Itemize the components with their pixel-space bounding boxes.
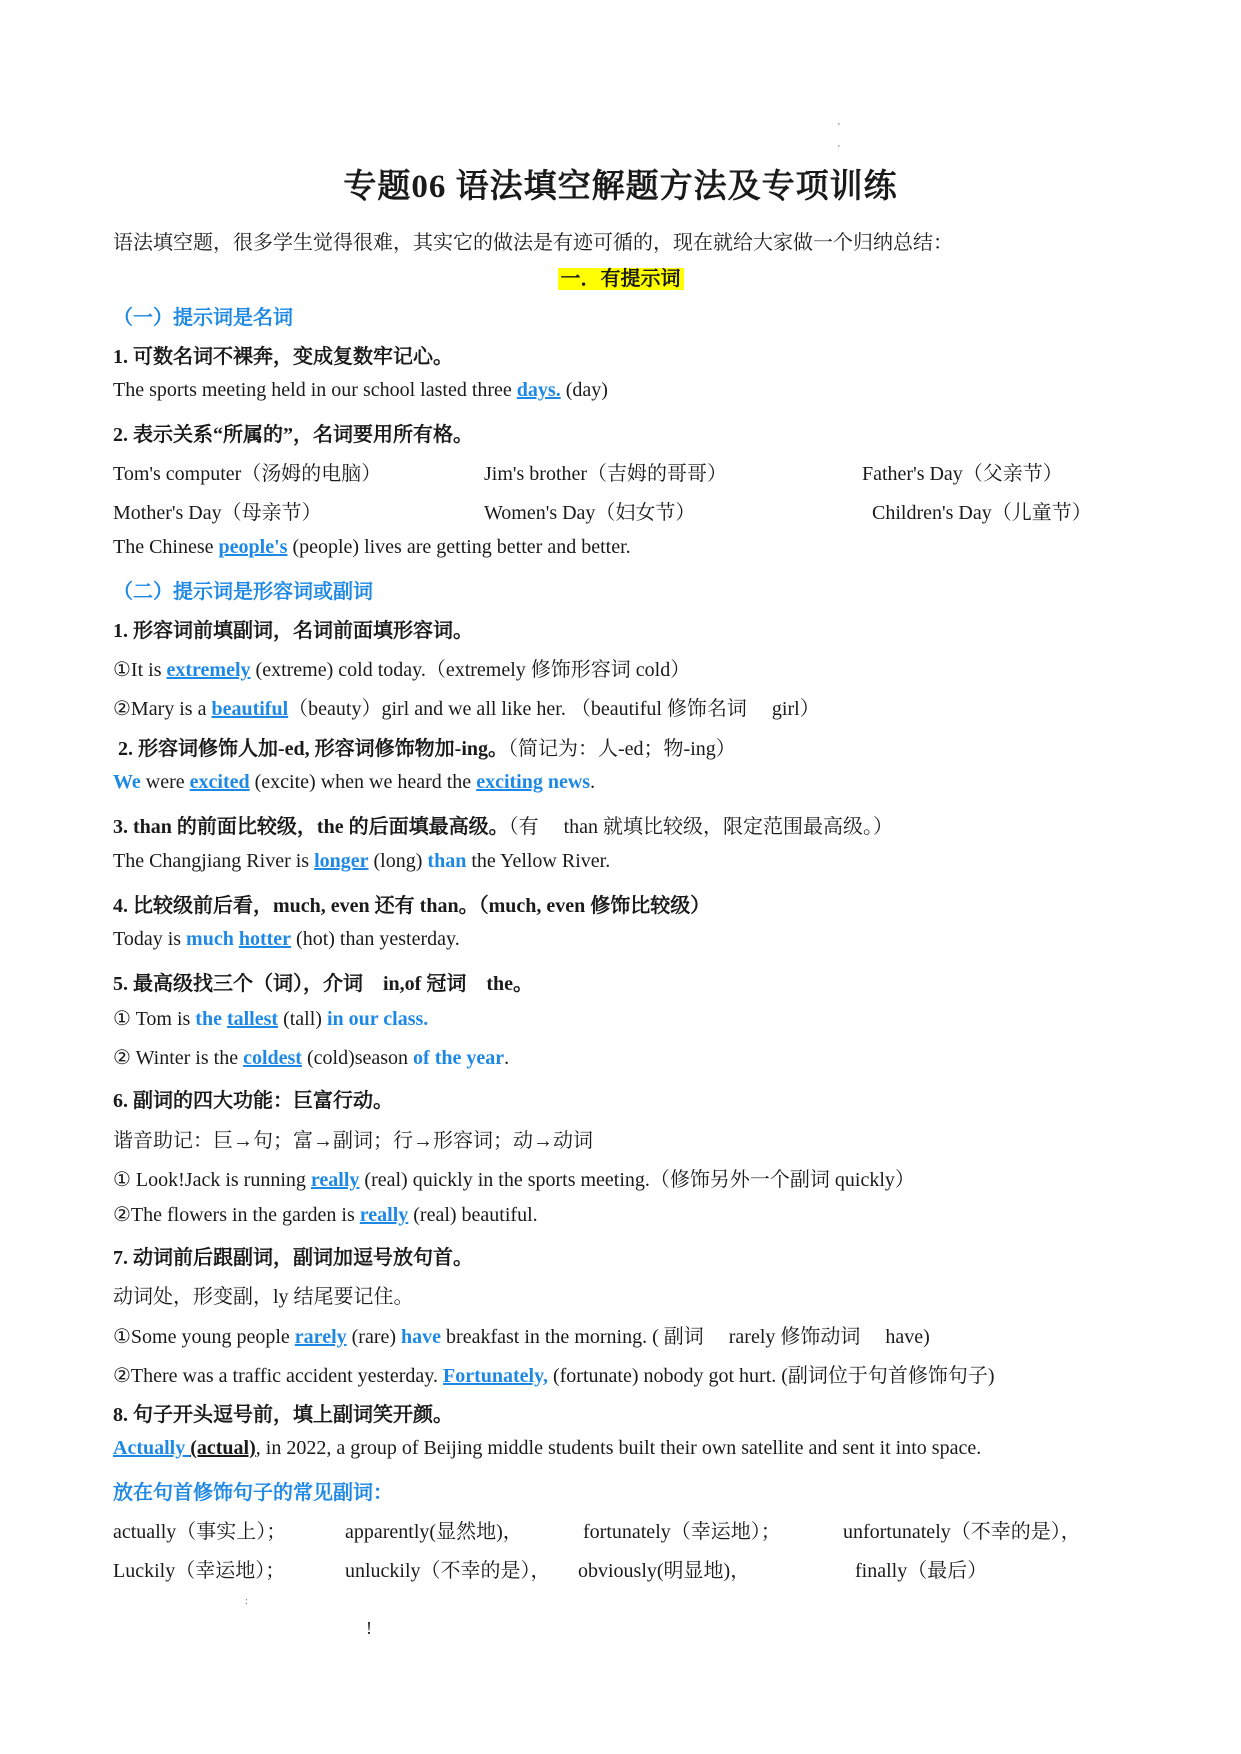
answer-word: Fortunately, — [442, 1365, 548, 1387]
rule-adv-6: 6. 副词的四大功能：巨富行动。 — [113, 1090, 393, 1112]
stray-dot: ' — [838, 122, 840, 133]
example-beautiful: ②Mary is a beautiful（beauty）girl and we all like her. （beautiful 修饰名词 girl） — [113, 698, 820, 720]
example-really-2: ②The flowers in the garden is really (real) beautiful. — [113, 1204, 538, 1226]
rule-adj-3: 3. than 的前面比较级，the 的后面填最高级。（有 than 就填比较级，限定范围最高级。） — [113, 816, 894, 838]
possessive-example: Tom's computer（汤姆的电脑） — [113, 463, 382, 485]
example-excited: We were excited (excite) when we heard the exciting news. — [113, 771, 596, 793]
example-really-1: ① Look!Jack is running really (real) quickly in the sports meeting.（修饰另外一个副词 quickly） — [113, 1169, 915, 1191]
example-extremely: ①It is extremely (extreme) cold today.（extremely 修饰形容词 cold） — [113, 659, 691, 681]
example-longer: The Changjiang River is longer (long) than the Yellow River. — [113, 850, 611, 872]
answer-word: excited — [189, 771, 250, 793]
answer-word: Actually — [113, 1437, 191, 1459]
possessive-example: Children's Day（儿童节） — [872, 502, 1092, 524]
rule-adv-7: 7. 动词前后跟副词，副词加逗号放句首。 — [113, 1247, 473, 1269]
adverb-item: fortunately（幸运地）； — [583, 1521, 781, 1543]
example-tallest: ① Tom is the tallest (tall) in our class. — [113, 1008, 429, 1030]
rule-adv-7-note: 动词处，形变副，ly 结尾要记住。 — [113, 1286, 414, 1308]
common-adverbs-heading: 放在句首修饰句子的常见副词： — [113, 1482, 393, 1504]
example-hotter: Today is much hotter (hot) than yesterday. — [113, 928, 460, 950]
answer-word: really — [310, 1169, 360, 1191]
stray-dot: : — [245, 1596, 248, 1607]
mnemonic-note: 谐音助记：巨→句；富→副词；行→形容词；动→动词 — [113, 1130, 593, 1152]
page-title: 专题06 语法填空解题方法及专项训练 — [343, 169, 898, 205]
adverb-item: Luckily（幸运地）； — [113, 1560, 286, 1582]
section-heading-adj-adv: （二）提示词是形容词或副词 — [113, 581, 373, 603]
answer-word: hotter — [238, 928, 292, 950]
answer-word: longer — [314, 850, 369, 872]
part-heading — [0, 262, 1241, 291]
adverb-item: unfortunately（不幸的是）， — [843, 1521, 1081, 1543]
rule-adv-8: 8. 句子开头逗号前，填上副词笑开颜。 — [113, 1404, 453, 1426]
adverb-item: obviously(明显地)， — [578, 1560, 751, 1582]
rule-adj-4: 4. 比较级前后看，much, even 还有 than。（much, even 修饰比较级） — [113, 895, 711, 917]
stray-dot: ' — [838, 144, 840, 155]
rule-adj-5: 5. 最高级找三个（词），介词 in,of 冠词 the。 — [113, 973, 533, 995]
stray-mark: ! — [366, 1618, 372, 1638]
example-peoples: The Chinese people's (people) lives are getting better and better. — [113, 536, 631, 558]
possessive-example: Women's Day（妇女节） — [484, 502, 696, 524]
adverb-item: actually（事实上）； — [113, 1521, 287, 1543]
possessive-example: Father's Day（父亲节） — [862, 463, 1063, 485]
rule-adj-1: 1. 形容词前填副词，名词前面填形容词。 — [113, 620, 473, 642]
answer-word: tallest — [226, 1008, 279, 1030]
answer-word: really — [359, 1204, 409, 1226]
answer-word: extremely — [166, 659, 251, 681]
rule-1: 1. 可数名词不裸奔，变成复数牢记心。 — [113, 346, 453, 368]
possessive-example: Mother's Day（母亲节） — [113, 502, 322, 524]
example-days: The sports meeting held in our school lasted three days. (day) — [113, 379, 608, 401]
adverb-item: unluckily（不幸的是）， — [345, 1560, 551, 1582]
example-coldest: ② Winter is the coldest (cold)season of the year. — [113, 1047, 510, 1069]
answer-word: days. — [516, 379, 561, 401]
answer-word: coldest — [243, 1047, 302, 1069]
adverb-item: finally（最后） — [855, 1560, 988, 1582]
answer-word: beautiful — [211, 698, 289, 720]
example-fortunately: ②There was a traffic accident yesterday. Fortunately, (fortunate) nobody got hurt. (副词位于句首修饰句子) — [113, 1365, 995, 1387]
answer-word: rarely — [294, 1326, 347, 1348]
example-rarely: ①Some young people rarely (rare) have breakfast in the morning. ( 副词 rarely 修饰动词 have) — [113, 1326, 930, 1348]
answer-word: people's — [218, 536, 288, 558]
intro-text: 语法填空题，很多学生觉得很难，其实它的做法是有迹可循的，现在就给大家做一个归纳总结： — [113, 232, 953, 254]
adverb-item: apparently(显然地)， — [345, 1521, 523, 1543]
possessive-example: Jim's brother（吉姆的哥哥） — [484, 463, 728, 485]
rule-2: 2. 表示关系“所属的”，名词要用所有格。 — [113, 424, 473, 446]
rule-adj-2: 2. 形容词修饰人加-ed, 形容词修饰物加-ing。（简记为：人-ed；物-ing） — [118, 738, 736, 760]
example-actually: Actually (actual), in 2022, a group of Beijing middle students built their own satellite and sent it into space. — [113, 1437, 982, 1459]
part-heading-highlight: 一．有提示词 — [558, 268, 684, 290]
section-heading-nouns: （一）提示词是名词 — [113, 307, 293, 329]
answer-word: exciting — [476, 771, 543, 793]
